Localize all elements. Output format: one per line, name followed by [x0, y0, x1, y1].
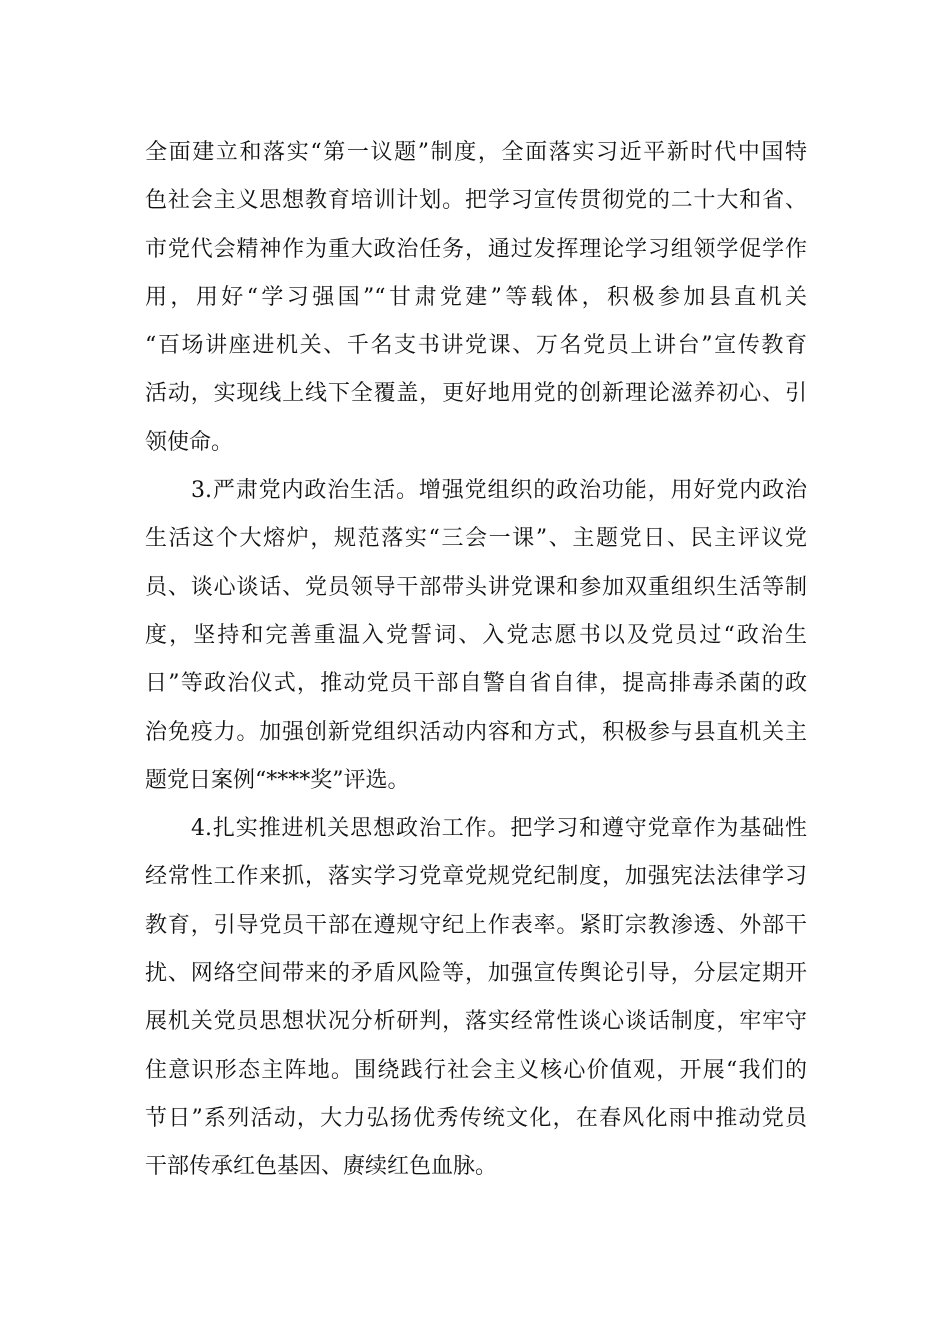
- text-line: 市党代会精神作为重大政治任务，通过发挥理论学习组领学促学作: [145, 236, 807, 262]
- text-line: 治免疫力。加强创新党组织活动内容和方式，积极参与县直机关主: [145, 719, 807, 745]
- text-line: 展机关党员思想状况分析研判，落实经常性谈心谈话制度，牢牢守: [145, 1009, 807, 1035]
- text-line: 用，用好“学习强国”“甘肃党建”等载体，积极参加县直机关: [145, 284, 807, 310]
- text-line: 度，坚持和完善重温入党誓词、入党志愿书以及党员过“政治生: [145, 622, 807, 648]
- text-line: 日”等政治仪式，推动党员干部自警自省自律，提高排毒杀菌的政: [145, 671, 807, 697]
- text-line: 色社会主义思想教育培训计划。把学习宣传贯彻党的二十大和省、: [145, 188, 807, 214]
- text-line: 全面建立和落实“第一议题”制度，全面落实习近平新时代中国特: [145, 140, 807, 165]
- text-line: 题党日案例“****奖”评选。: [145, 767, 410, 793]
- paragraph-3: [145, 467, 807, 805]
- text-line: “百场讲座进机关、千名支书讲党课、万名党员上讲台”宣传教育: [145, 333, 807, 359]
- text-line: 员、谈心谈话、党员领导干部带头讲党课和参加双重组织生活等制: [145, 574, 807, 600]
- text-line: 教育，引导党员干部在遵规守纪上作表率。紧盯宗教渗透、外部干: [145, 912, 807, 938]
- paragraph-continuation: [145, 129, 807, 467]
- text-line: 生活这个大熔炉，规范落实“三会一课”、主题党日、民主评议党: [145, 526, 807, 552]
- text-line: 节日”系列活动，大力弘扬优秀传统文化，在春风化雨中推动党员: [145, 1105, 807, 1131]
- text-line: 领使命。: [145, 429, 234, 455]
- document-page: [145, 129, 807, 1192]
- text-line: 经常性工作来抓，落实学习党章党规党纪制度，加强宪法法律学习: [145, 864, 807, 890]
- text-line: 3.严肃党内政治生活。增强党组织的政治功能，用好党内政治: [191, 478, 807, 504]
- text-line: 4.扎实推进机关思想政治工作。把学习和遵守党章作为基础性: [191, 816, 807, 842]
- text-line: 扰、网络空间带来的矛盾风险等，加强宣传舆论引导，分层定期开: [145, 961, 807, 987]
- paragraph-4: [145, 805, 807, 1191]
- text-line: 活动，实现线上线下全覆盖，更好地用党的创新理论滋养初心、引: [145, 381, 807, 407]
- text-line: 干部传承红色基因、赓续红色血脉。: [145, 1154, 498, 1180]
- text-line: 住意识形态主阵地。围绕践行社会主义核心价值观，开展“我们的: [145, 1057, 807, 1083]
